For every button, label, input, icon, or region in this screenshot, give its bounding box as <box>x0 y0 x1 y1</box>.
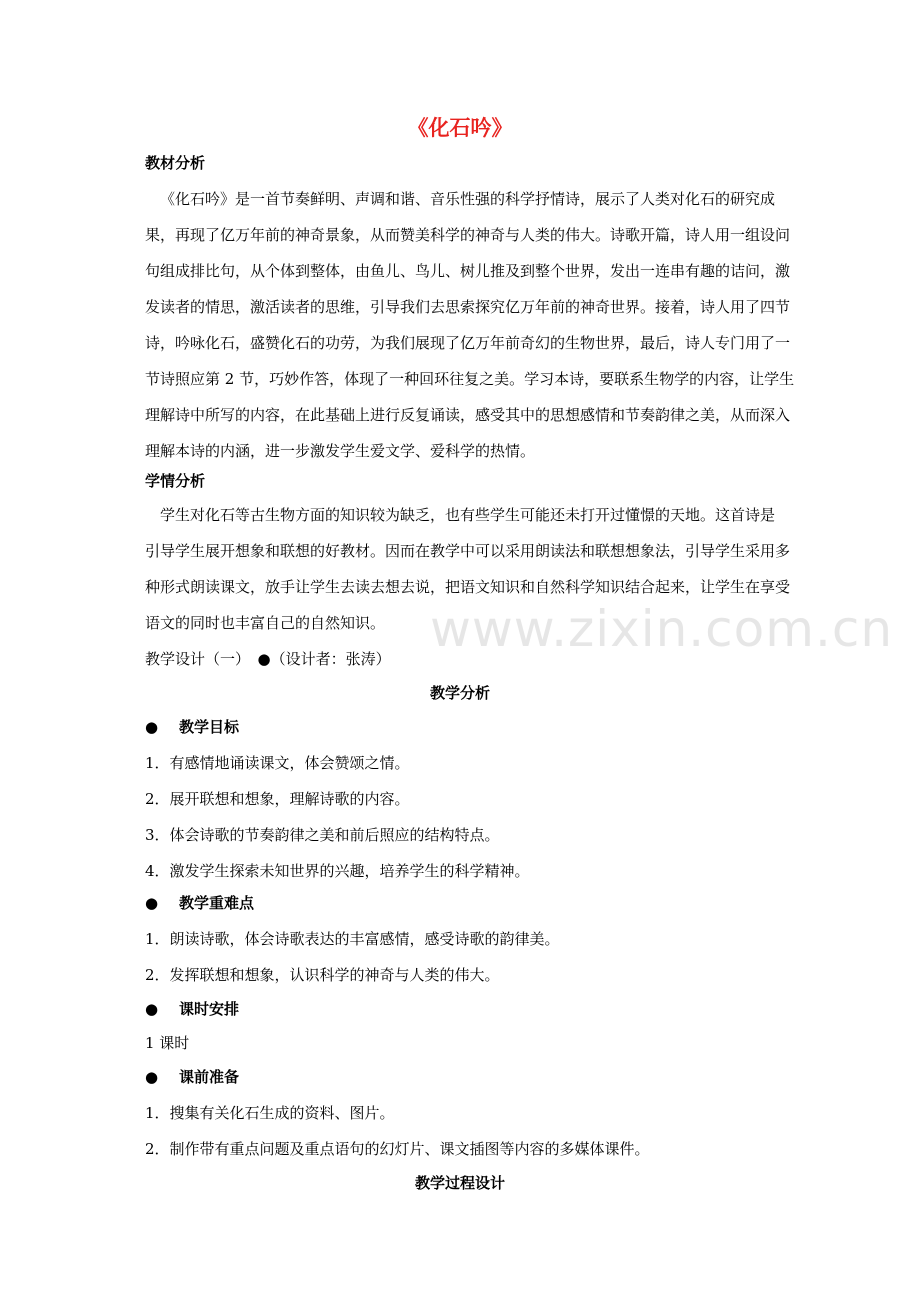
list-item: 4．激发学生探索未知世界的兴趣，培养学生的科学精神。 <box>145 862 530 880</box>
paragraph-line: 理解本诗的内涵，进一步激发学生爱文学、爱科学的热情。 <box>145 442 536 460</box>
time-heading: 课时安排 <box>179 1000 240 1018</box>
design-author-line: 教学设计（一） ●（设计者：张涛） <box>145 650 391 668</box>
time-value: 1 课时 <box>145 1034 190 1052</box>
bullet-icon: ● <box>145 894 159 912</box>
page-title: 《化石吟》 <box>407 116 513 140</box>
goals-heading: 教学目标 <box>179 718 240 736</box>
bullet-icon: ● <box>145 1000 159 1018</box>
watermark: www.zixin.com.cn <box>430 600 894 658</box>
list-item: 1．搜集有关化石生成的资料、图片。 <box>145 1104 395 1122</box>
paragraph-line: 语文的同时也丰富自己的自然知识。 <box>145 614 386 632</box>
list-item: 2．展开联想和想象，理解诗歌的内容。 <box>145 790 410 808</box>
bullet-heading-key-points <box>145 892 254 913</box>
heading-teaching-analysis: 教学分析 <box>429 684 490 702</box>
paragraph-line: 《化石吟》是一首节奏鲜明、声调和谐、音乐性强的科学抒情诗，展示了人类对化石的研究成 <box>160 190 776 208</box>
paragraph-line: 句组成排比句，从个体到整体，由鱼儿、鸟儿、树儿推及到整个世界，发出一连串有趣的诘问，激 <box>145 262 791 280</box>
paragraph-line: 引导学生展开想象和联想的好教材。因而在教学中可以采用朗读法和联想想象法，引导学生采用多 <box>145 542 791 560</box>
bullet-icon: ● <box>145 1068 159 1086</box>
prep-heading: 课前准备 <box>179 1068 240 1086</box>
paragraph-line: 果，再现了亿万年前的神奇景象，从而赞美科学的神奇与人类的伟大。诗歌开篇，诗人用一组设问 <box>145 226 791 244</box>
paragraph-line: 发读者的情思，激活读者的思维，引导我们去思索探究亿万年前的神奇世界。接着，诗人用了四节 <box>145 298 791 316</box>
heading-process-design: 教学过程设计 <box>414 1174 505 1192</box>
section-heading-student-analysis: 学情分析 <box>145 472 206 490</box>
paragraph-line: 种形式朗读课文，放手让学生去读去想去说，把语文知识和自然科学知识结合起来，让学生在享受 <box>145 578 791 596</box>
bullet-icon: ● <box>145 718 159 736</box>
bullet-heading-preparation <box>145 1066 239 1087</box>
list-item: 1．有感情地诵读课文，体会赞颂之情。 <box>145 754 410 772</box>
paragraph-line: 诗，吟咏化石，盛赞化石的功劳，为我们展现了亿万年前奇幻的生物世界，最后，诗人专门用了一 <box>145 334 791 352</box>
list-item: 2．制作带有重点问题及重点语句的幻灯片、课文插图等内容的多媒体课件。 <box>145 1140 650 1158</box>
section-heading-textbook-analysis: 教材分析 <box>145 154 206 172</box>
paragraph-line: 学生对化石等古生物方面的知识较为缺乏，也有些学生可能还未打开过懂憬的天地。这首诗是 <box>160 506 776 524</box>
list-item: 2．发挥联想和想象，认识科学的神奇与人类的伟大。 <box>145 966 500 984</box>
key-heading: 教学重难点 <box>179 894 255 912</box>
paragraph-line: 理解诗中所写的内容，在此基础上进行反复诵读，感受其中的思想感情和节奏韵律之美，从而深入 <box>145 406 791 424</box>
paragraph-line: 节诗照应第 2 节，巧妙作答，体现了一种回环往复之美。学习本诗，要联系生物学的内容，让学生 <box>145 370 795 388</box>
bullet-heading-goals <box>145 716 239 737</box>
list-item: 3．体会诗歌的节奏韵律之美和前后照应的结构特点。 <box>145 826 500 844</box>
list-item: 1．朗读诗歌，体会诗歌表达的丰富感情，感受诗歌的韵律美。 <box>145 930 560 948</box>
bullet-heading-schedule <box>145 998 239 1019</box>
